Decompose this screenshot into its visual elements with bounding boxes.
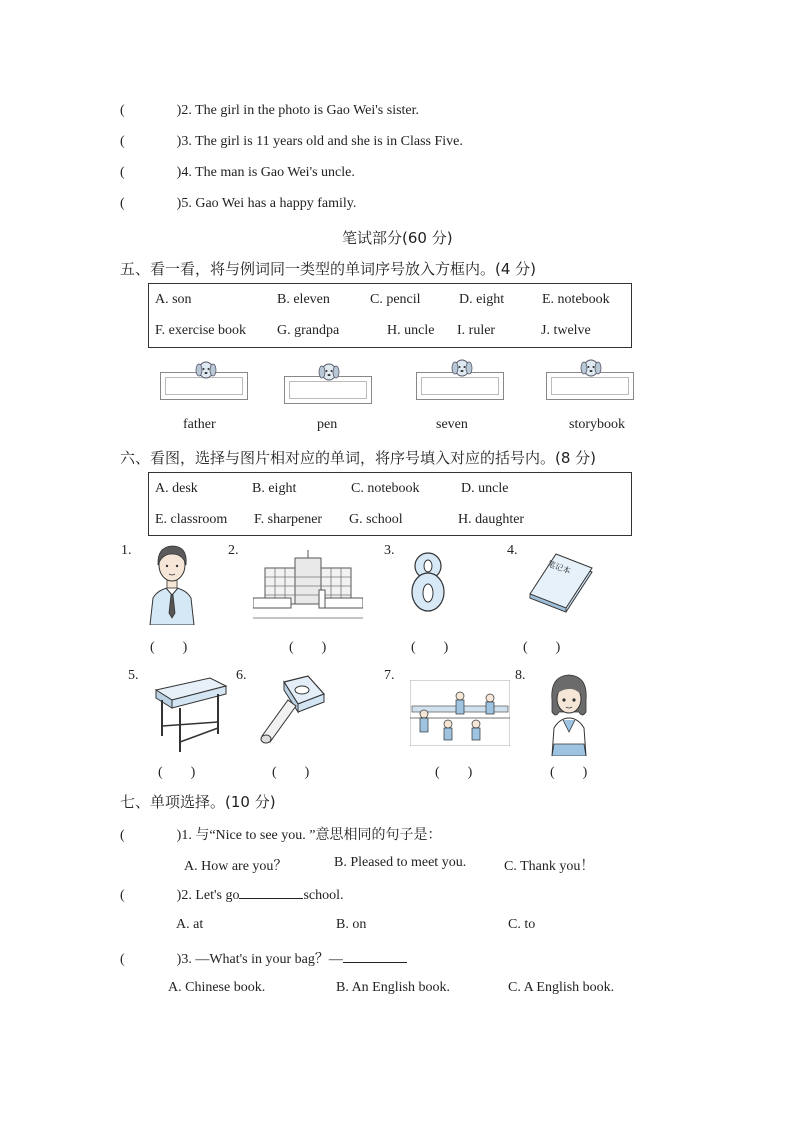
option-d: D. uncle	[461, 481, 509, 496]
answer-paren-6[interactable]: ( )	[272, 765, 310, 780]
answer-blank[interactable]	[239, 886, 303, 899]
option-b: B. eight	[252, 481, 297, 496]
option-i: I. ruler	[457, 323, 496, 338]
option-h: H. uncle	[387, 323, 435, 338]
answer-paren-open[interactable]: (	[120, 103, 125, 118]
option-d: D. eight	[459, 292, 505, 307]
question-stem-end: school.	[303, 888, 344, 903]
answer-paren-open[interactable]: (	[120, 134, 125, 149]
classroom-picture-icon	[410, 680, 510, 746]
sharpener-picture-icon	[258, 672, 328, 752]
answer-paren-open[interactable]: (	[120, 828, 125, 843]
school-picture-icon	[253, 550, 363, 622]
q2-option-a: A. at	[176, 917, 204, 932]
picture-number-1: 1.	[121, 543, 132, 558]
notebook-picture-icon	[526, 552, 596, 614]
option-j: J. twelve	[541, 323, 591, 338]
q3-option-b: B. An English book.	[336, 980, 450, 995]
number-eight-picture-icon	[408, 548, 448, 614]
answer-blank[interactable]	[343, 950, 407, 963]
answer-paren-close: )	[176, 196, 182, 211]
written-part-title: 笔试部分(60 分)	[342, 229, 453, 247]
section7-title: 七、单项选择。(10 分)	[120, 793, 276, 811]
option-f: F. exercise book	[155, 323, 247, 338]
statement-text: 4. The man is Gao Wei's uncle.	[181, 165, 355, 180]
category-seven: seven	[436, 417, 468, 432]
q1-option-c: C. Thank you！	[504, 859, 595, 874]
section6-title: 六、看图，选择与图片相对应的单词，将序号填入对应的括号内。(8 分)	[120, 449, 597, 467]
answer-paren-close: )	[176, 165, 182, 180]
option-g: G. grandpa	[277, 323, 340, 338]
answer-paren-4[interactable]: ( )	[523, 640, 561, 655]
option-a: A. son	[155, 292, 192, 307]
dog-mascot-icon	[449, 356, 475, 382]
answer-paren-open[interactable]: (	[120, 196, 125, 211]
picture-number-8: 8.	[515, 668, 526, 683]
statement-text: 2. The girl in the photo is Gao Wei's sister.	[181, 103, 420, 118]
uncle-picture-icon	[148, 543, 196, 625]
category-storybook: storybook	[569, 417, 625, 432]
answer-paren-3[interactable]: ( )	[411, 640, 449, 655]
category-pen: pen	[317, 417, 338, 432]
answer-paren-close: )	[176, 888, 182, 903]
question-stem: 3. —What's in your bag？—	[181, 952, 343, 967]
notebook-cover-text: 笔记本	[546, 559, 572, 576]
statement-text: 3. The girl is 11 years old and she is in Class Five.	[181, 134, 463, 149]
answer-paren-5[interactable]: ( )	[158, 765, 196, 780]
answer-paren-open[interactable]: (	[120, 888, 125, 903]
option-g: G. school	[349, 512, 403, 527]
option-h: H. daughter	[458, 512, 525, 527]
picture-number-6: 6.	[236, 668, 247, 683]
option-f: F. sharpener	[254, 512, 323, 527]
question-2	[120, 886, 344, 904]
picture-number-7: 7.	[384, 668, 395, 683]
listening-item-4	[120, 165, 355, 181]
q1-option-b: B. Pleased to meet you.	[334, 855, 467, 870]
section5-word-box	[148, 283, 632, 348]
q1-option-a: A. How are you？	[184, 859, 288, 874]
question-1	[120, 824, 441, 844]
answer-paren-close: )	[176, 103, 182, 118]
picture-number-3: 3.	[384, 543, 395, 558]
picture-number-4: 4.	[507, 543, 518, 558]
q2-option-c: C. to	[508, 917, 536, 932]
section6-word-box	[148, 472, 632, 536]
option-a: A. desk	[155, 481, 198, 496]
option-e: E. notebook	[542, 292, 610, 307]
q3-option-c: C. A English book.	[508, 980, 615, 995]
q2-option-b: B. on	[336, 917, 367, 932]
picture-number-2: 2.	[228, 543, 239, 558]
daughter-picture-icon	[546, 672, 592, 756]
statement-text: 5. Gao Wei has a happy family.	[181, 196, 357, 211]
dog-mascot-icon	[578, 356, 604, 382]
desk-picture-icon	[150, 672, 230, 756]
dog-mascot-icon	[193, 358, 219, 384]
answer-paren-2[interactable]: ( )	[289, 640, 327, 655]
listening-item-2	[120, 103, 419, 119]
answer-paren-1[interactable]: ( )	[150, 640, 188, 655]
section5-title: 五、看一看，将与例词同一类型的单词序号放入方框内。(4 分)	[120, 260, 537, 278]
question-stem: 2. Let's go	[181, 888, 240, 903]
q3-option-a: A. Chinese book.	[168, 980, 266, 995]
picture-number-5: 5.	[128, 668, 139, 683]
option-c: C. pencil	[370, 292, 421, 307]
listening-item-5	[120, 196, 356, 212]
answer-paren-7[interactable]: ( )	[435, 765, 473, 780]
question-3	[120, 948, 407, 968]
answer-paren-open[interactable]: (	[120, 952, 125, 967]
answer-paren-open[interactable]: (	[120, 165, 125, 180]
option-c: C. notebook	[351, 481, 420, 496]
answer-paren-close: )	[176, 134, 182, 149]
dog-mascot-icon	[316, 360, 342, 386]
listening-item-3	[120, 134, 463, 150]
option-b: B. eleven	[277, 292, 330, 307]
option-e: E. classroom	[155, 512, 228, 527]
category-father: father	[183, 417, 216, 432]
answer-paren-close: )	[176, 828, 182, 843]
answer-paren-8[interactable]: ( )	[550, 765, 588, 780]
answer-paren-close: )	[176, 952, 182, 967]
question-stem: 1. 与“Nice to see you. ”意思相同的句子是：	[181, 828, 442, 843]
